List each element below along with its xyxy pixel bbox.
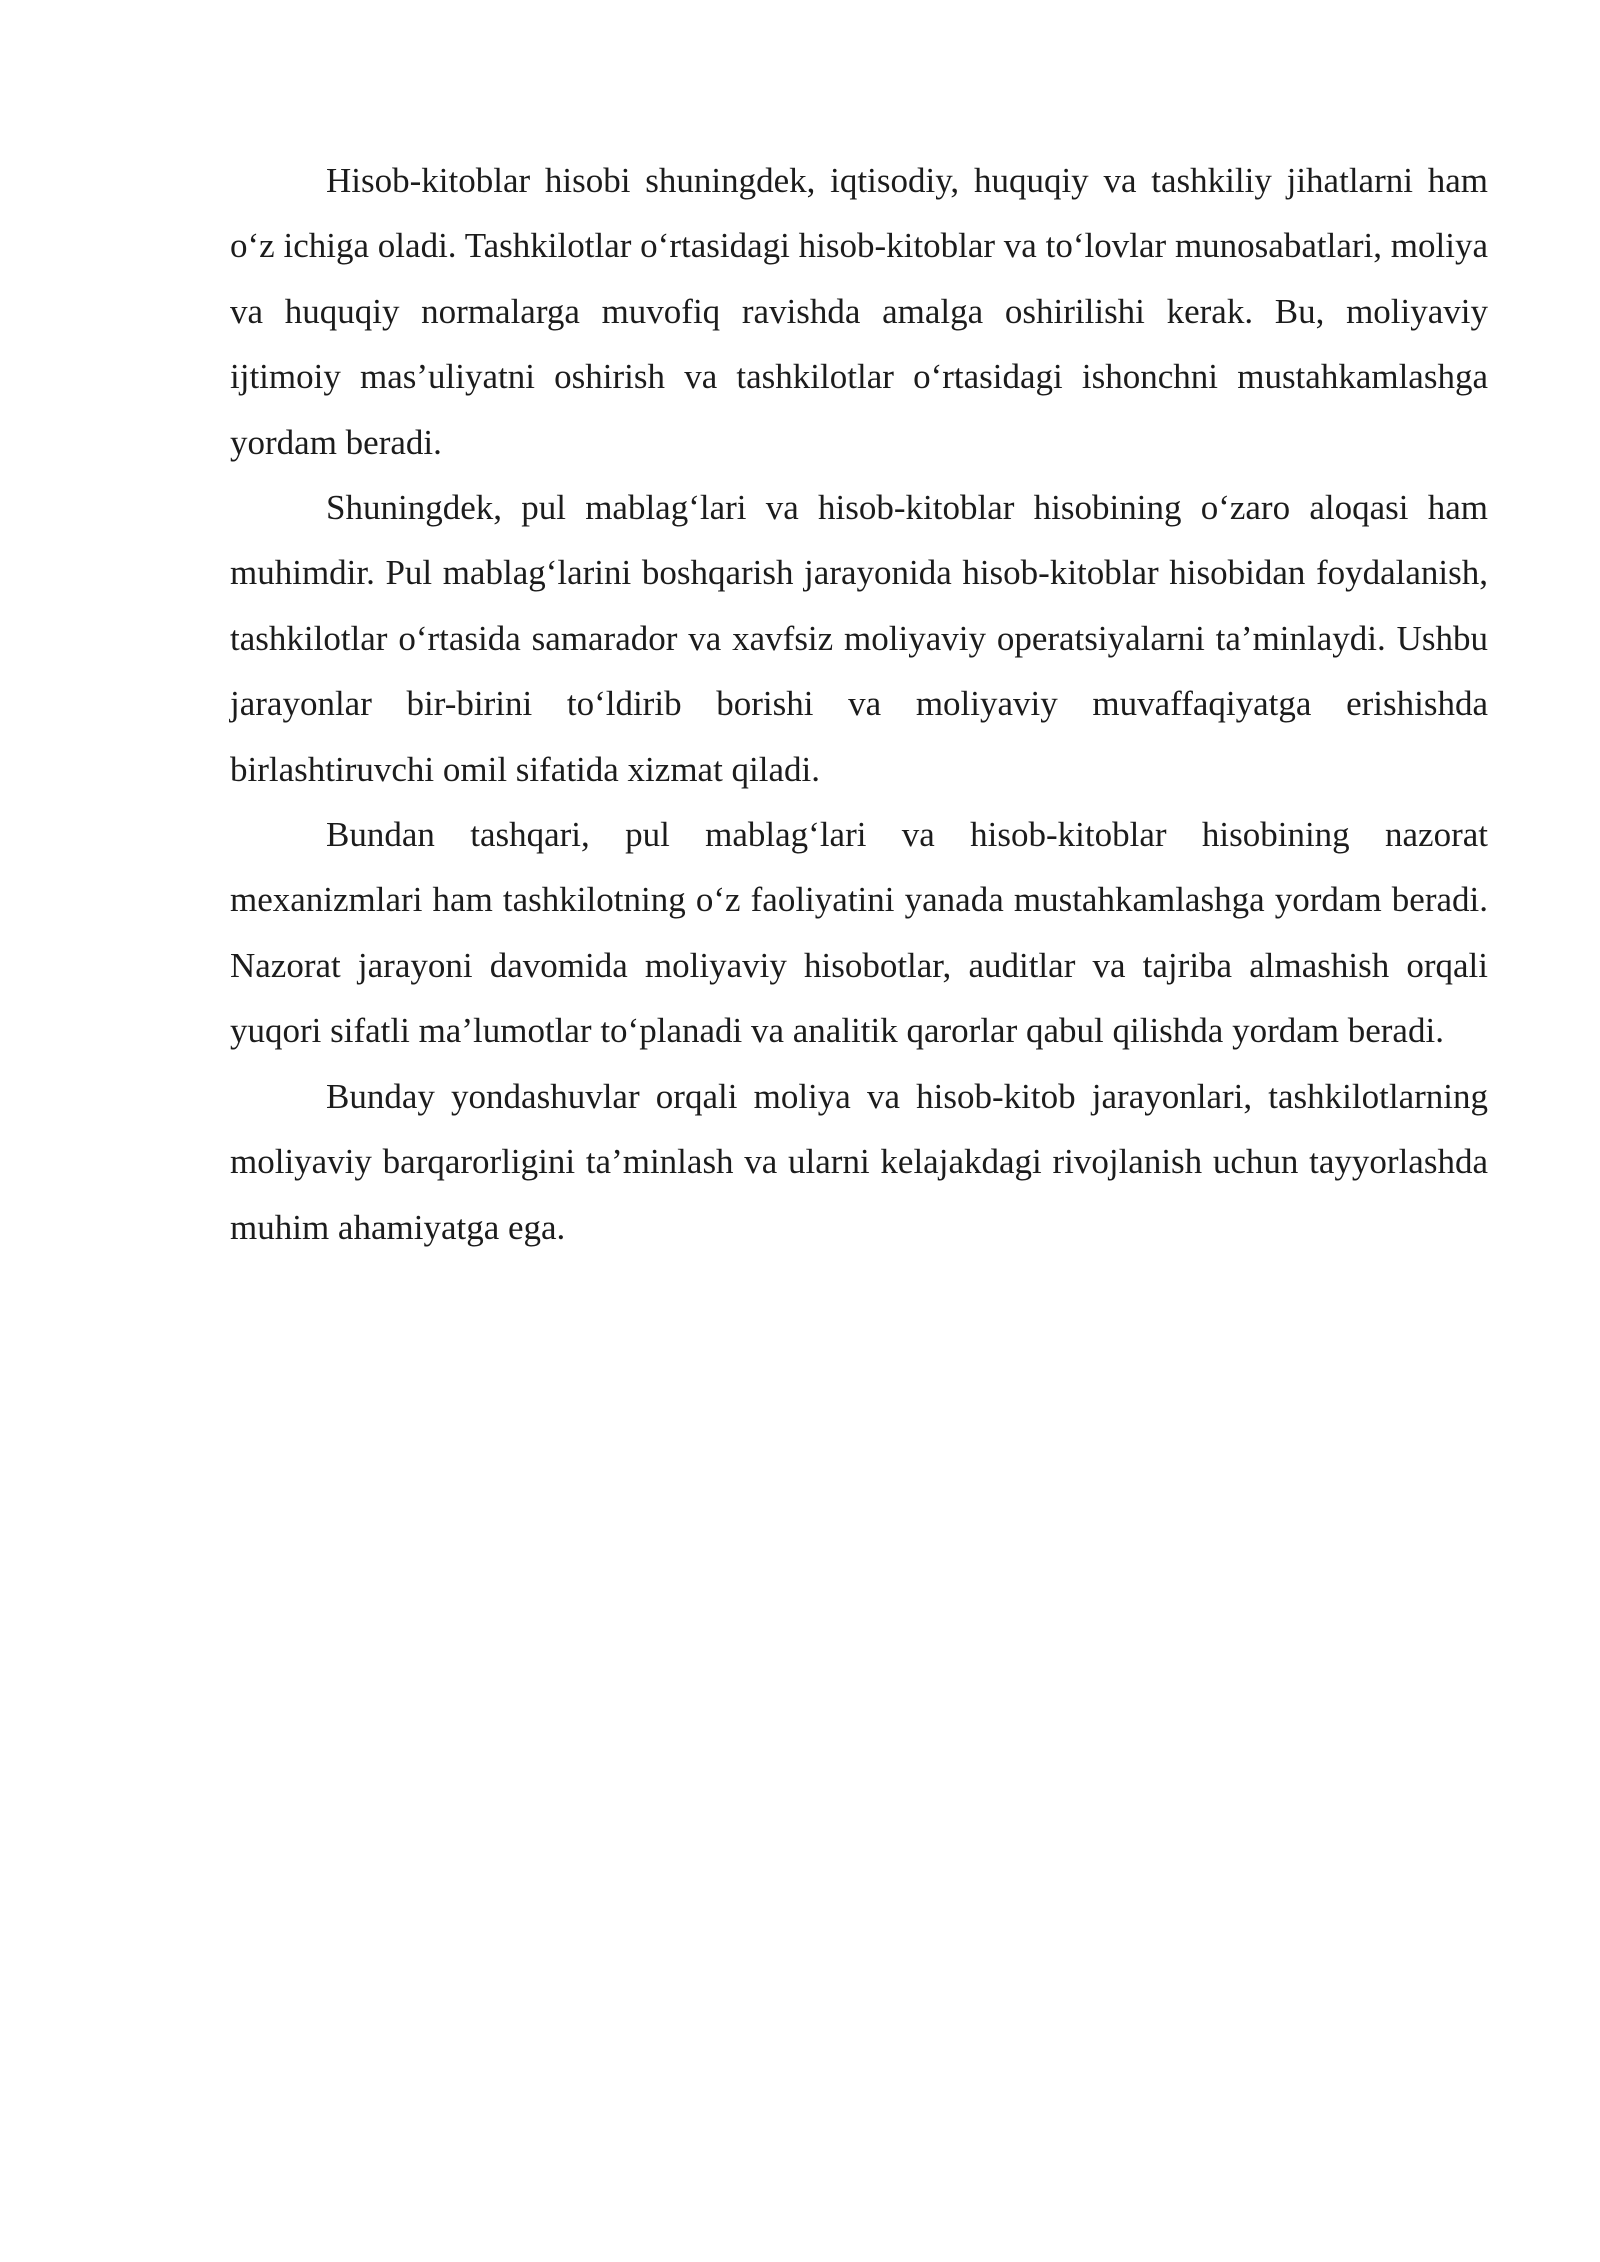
paragraph-2: Shuningdek, pul mablag‘lari va hisob-kitoblar hisobining o‘zaro aloqasi ham muhimdir. Pul mablag‘larini boshqarish jarayonida hisob-kitoblar hisobidan foydalanish, tashkilotlar o‘rtasida samarador va xavfsiz moliyaviy operatsiyalarni ta’minlaydi. Ushbu jarayonlar bir-birini to‘ldirib borishi va moliyaviy muvaffaqiyatga erishishda birlashtiruvchi omil sifatida xizmat qiladi. (230, 488, 1488, 789)
paragraph-4: Bunday yondashuvlar orqali moliya va hisob-kitob jarayonlari, tashkilotlarning moliyaviy barqarorligini ta’minlash va ularni kelajakdagi rivojlanish uchun tayyorlashda muhim ahamiyatga ega. (230, 1076, 1488, 1247)
paragraph-1: Hisob-kitoblar hisobi shuningdek, iqtisodiy, huquqiy va tashkiliy jihatlarni ham o‘z ichiga oladi. Tashkilotlar o‘rtasidagi hisob-kitoblar va to‘lovlar munosabatlari, moliya va huquqiy normalarga muvofiq ravishda amalga oshirilishi kerak. Bu, moliyaviy ijtimoiy mas’uliyatni oshirish va tashkilotlar o‘rtasidagi ishonchni mustahkamlashga yordam beradi. (230, 161, 1488, 462)
body-text (230, 148, 1488, 1260)
paragraph-3: Bundan tashqari, pul mablag‘lari va hisob-kitoblar hisobining nazorat mexanizmlari ham tashkilotning o‘z faoliyatini yanada mustahkamlashga yordam beradi. Nazorat jarayoni davomida moliyaviy hisobotlar, auditlar va tajriba almashish orqali yuqori sifatli ma’lumotlar to‘planadi va analitik qarorlar qabul qilishda yordam beradi. (230, 815, 1488, 1051)
